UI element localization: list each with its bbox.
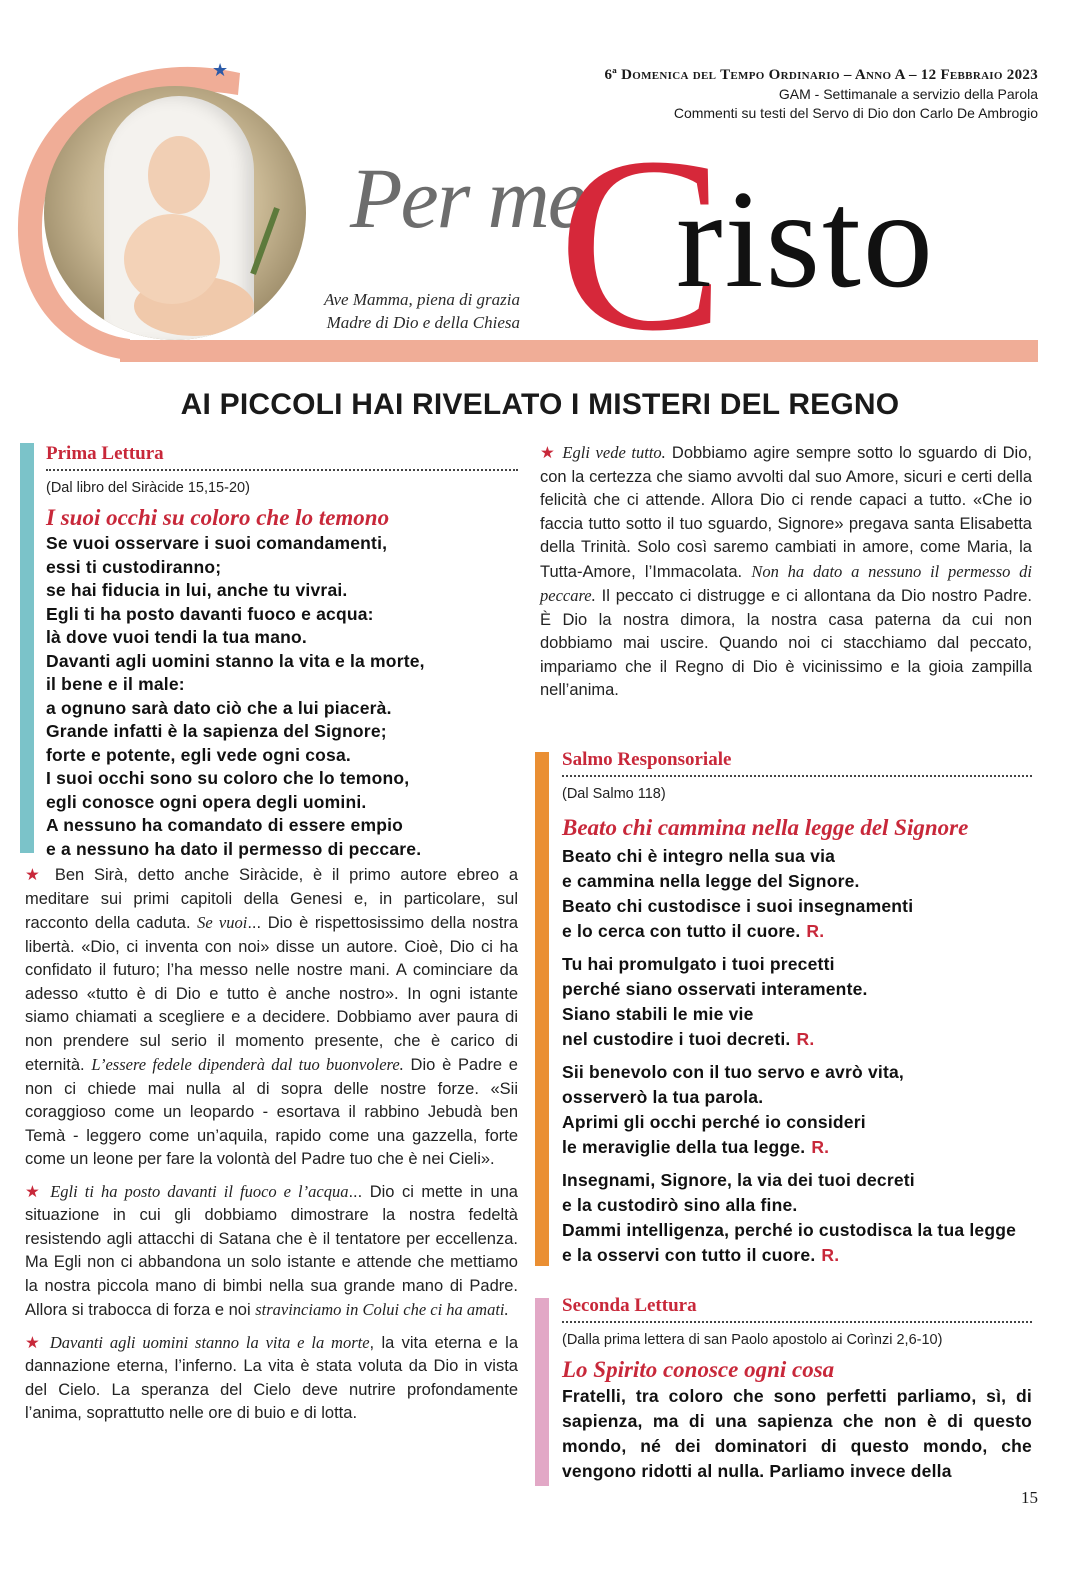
star-icon: ★ — [212, 60, 229, 80]
verse-line: A nessuno ha comandato di essere empio — [46, 815, 404, 835]
star-bullet-icon: ★ — [25, 1182, 43, 1201]
face-shape — [148, 136, 210, 214]
star-bullet-icon: ★ — [540, 444, 557, 462]
salmo-text — [562, 844, 1032, 1268]
commento-paragrafo-3: ★ Davanti agli uomini stanno la vita e la morte, la vita eterna e la dannazione eterna, l’inferno. La vita è stata voluta da Dio in vista del Cielo. La speranza del Cielo deve nutrire profondamente l’anima, soprattutto nelle ore di buio e di lotta. — [25, 1332, 518, 1422]
prima-lettura-source: (Dal libro del Siràcide 15,15-20) — [46, 480, 250, 496]
verse-line: se hai fiducia in lui, anche tu vivrai. — [46, 580, 348, 600]
verse-line: forte e potente, egli vede ogni cosa. — [46, 744, 351, 765]
logo-risto: risto — [676, 162, 935, 317]
salmo-stanza: Sii benevolo con il tuo servo e avrò vita, osserverò la tua parola. Aprimi gli occhi perché io consideri le meraviglie della tua legge. R. — [562, 1062, 904, 1157]
publication-subtitle: GAM - Settimanale a servizio della Parola — [778, 86, 1038, 102]
verse-line: I suoi occhi sono su coloro che lo temono, — [46, 768, 410, 788]
verse-line: Se vuoi osservare i suoi comandamenti, — [46, 533, 388, 553]
salmo-label: Salmo Responsoriale — [562, 749, 732, 770]
verse-line: là dove vuoi tendi la tua mano. — [46, 627, 307, 647]
salmo-stanza: Beato chi è integro nella sua via e cammina nella legge del Signore. Beato chi custodisce i suoi insegnamenti e lo cerca con tutto il cuore. R. — [562, 846, 914, 941]
motto-line-1: Ave Mamma, piena di grazia — [324, 290, 520, 309]
main-title: AI PICCOLI HAI RIVELATO I MISTERI DEL REGNO — [180, 388, 900, 421]
palm-branch-icon — [250, 207, 280, 275]
dotted-divider — [562, 773, 1032, 777]
salmo-bar — [535, 752, 549, 1266]
logo-per-me: Per me — [350, 150, 584, 246]
salmo-stanza: Tu hai promulgato i tuoi precetti perché siano osservati interamente. Siano stabili le mie vie nel custodire i tuoi decreti. R. — [562, 954, 868, 1049]
logo-c: C — [558, 106, 725, 383]
response-marker: R. — [796, 1029, 815, 1049]
response-marker: R. — [811, 1137, 830, 1157]
child-shape — [124, 214, 220, 304]
commento-destra — [540, 441, 1032, 711]
commento-paragrafo-1: ★ Ben Sirà, detto anche Siràcide, è il primo autore ebreo a meditare sui primi capitoli della Genesi e, in particolare, sul racconto della caduta. Se vuoi... Dio è rispettosissimo della nostra libertà. «Dio, ci inventa con noi» disse un autore. Cioè, Dio ci ha confidato il futuro; l’ha messo nelle nostre mani. A cominciare da adesso «tutto è di Dio e tutto è anche nostro». In ogni istante siamo chiamati a scegliere e a decidere. Dobbiamo aver paura di non prendere sul serio il momento presente, che è carico di eternità. L’essere fedele dipenderà dal tuo buonvolere. Dio è Padre e non ci chiede mai nulla al di sopra delle nostre forze. «Sii coraggioso come un leopardo - esortava il rabbino Jebudà ben Temà - leggero come un’aquila, rapido come una gazzella, forte come un leone per fare la volontà del Padre tuo che è nei Cieli». — [25, 866, 519, 1168]
salmo-responsoriale — [562, 748, 1032, 1276]
seconda-lettura-bar — [535, 1298, 549, 1486]
verse-line: egli conosce ogni opera degli uomini. — [46, 791, 367, 812]
page-number: 15 — [1021, 1488, 1038, 1507]
seconda-lettura — [562, 1294, 1032, 1484]
motto — [262, 288, 520, 334]
verse-line: a ognuno sarà dato ciò che a lui piacerà. — [46, 697, 392, 718]
salmo-source: (Dal Salmo 118) — [562, 786, 666, 802]
prima-lettura-label: Prima Lettura — [46, 443, 164, 464]
seconda-lettura-title: Lo Spirito conosce ogni cosa — [562, 1357, 835, 1382]
dotted-divider — [562, 1319, 1032, 1323]
commento-sinistra — [25, 864, 518, 1434]
response-marker: R. — [821, 1245, 840, 1265]
dotted-divider — [46, 467, 518, 471]
seconda-lettura-label: Seconda Lettura — [562, 1295, 697, 1316]
response-marker: R. — [806, 921, 825, 941]
prima-lettura — [46, 442, 518, 861]
seconda-lettura-text: Fratelli, tra coloro che sono perfetti parliamo, sì, di sapienza, ma di una sapienza che non è di questo mondo, né dei dominatori di questo mondo, che vengono ridotti al nulla. Parliamo invece della — [562, 1386, 1032, 1481]
seconda-lettura-source: (Dalla prima lettera di san Paolo apostolo ai Corìnzi 2,6-10) — [562, 1332, 943, 1348]
salmo-title: Beato chi cammina nella legge del Signore — [562, 815, 969, 840]
verse-line: Egli ti ha posto davanti fuoco e acqua: — [46, 603, 374, 624]
motto-line-2: Madre di Dio e della Chiesa — [326, 313, 520, 332]
star-bullet-icon: ★ — [25, 1333, 43, 1352]
verse-line: Grande infatti è la sapienza del Signore; — [46, 721, 387, 741]
prima-lettura-text — [46, 532, 518, 861]
verse-line: il bene e il male: — [46, 674, 185, 694]
salmo-stanza: Insegnami, Signore, la via dei tuoi decreti e la custodirò sino alla fine. Dammi intelligenza, perché io custodisca la tua legge e la osservi con tutto il cuore. R. — [562, 1170, 1017, 1265]
star-bullet-icon: ★ — [25, 866, 46, 884]
verse-line: essi ti custodiranno; — [46, 556, 222, 577]
publication-credits: Commenti su testi del Servo di Dio don Carlo De Ambrogio — [673, 105, 1038, 121]
issue-date: 6ª Domenica del Tempo Ordinario – Anno A – 12 Febbraio 2023 — [604, 67, 1038, 83]
prima-lettura-bar — [20, 443, 34, 853]
commento-paragrafo-2: ★ Egli ti ha posto davanti il fuoco e l’acqua... Dio ci mette in una situazione in cui gli dobbiamo dimostrare la nostra fedeltà resistendo agli attacchi di Satana che è il tentatore per eccellenza. Ma Egli non ci abbandona un solo istante e attende che mettiamo la nostra piccola mano di bimbi nella sua grande mano di Padre. Allora si trabocca di forza e noi stravinciamo in Colui che ci ha amati. — [25, 1181, 518, 1319]
verse-line: e a nessuno ha dato il permesso di peccare. — [46, 838, 422, 859]
commento-destra-paragrafo: ★ Egli vede tutto. Dobbiamo agire sempre sotto lo sguardo di Dio, con la certezza che siamo avvolti dal suo Amore, sicuri e certi della felicità che ci attende. Allora Dio ci rende capaci a tutto. «Che io faccia tutto sotto il tuo sguardo, Signore» pregava santa Elisabetta della Trinità. Solo così saremo cambiati in amore, come Maria, la Tutta-Amore, l’Immacolata. Non ha dato a nessuno il permesso di peccare. Il peccato ci distrugge e ci allontana da Dio nostro Padre. È Dio la nostra dimora, la nostra casa paterna da cui non dobbiamo mai uscire. Quando noi ci stacchiamo dal peccato, impariamo che il Regno di Dio è vicinissimo e la gioia zampilla nell’anima. — [540, 443, 1033, 699]
verse-line: Davanti agli uomini stanno la vita e la morte, — [46, 650, 425, 671]
prima-lettura-title: I suoi occhi su coloro che lo temono — [46, 505, 390, 530]
